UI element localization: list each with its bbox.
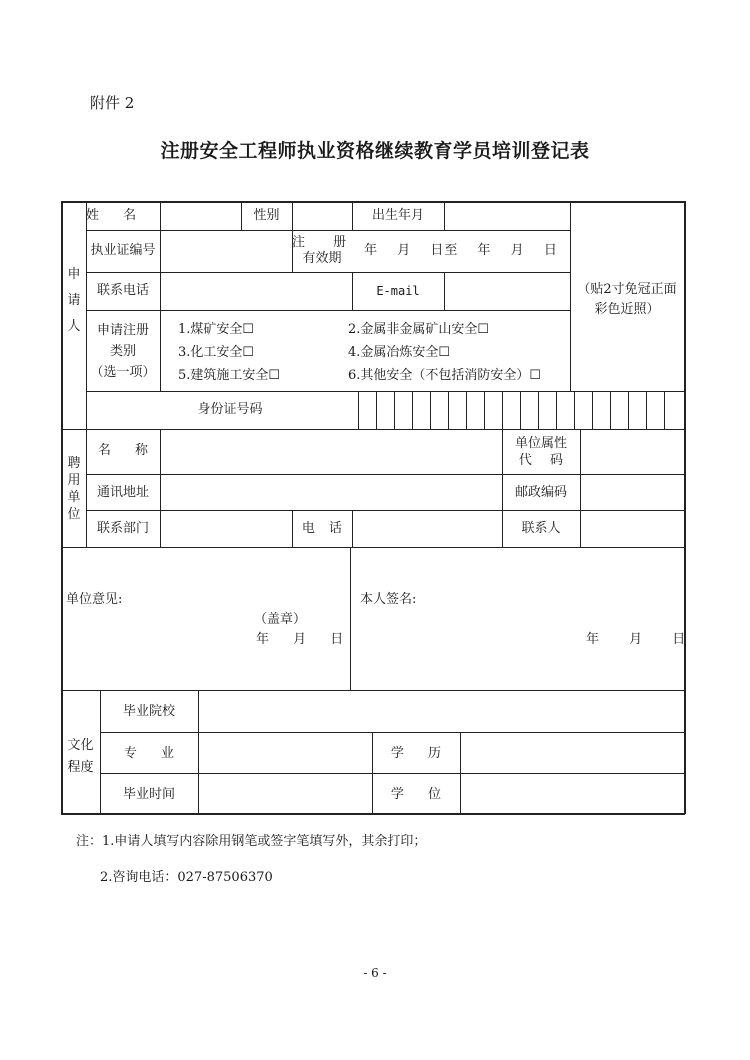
- reg-valid-label: 注 册 有效期: [292, 235, 359, 266]
- dept-label: 联系部门: [96, 521, 149, 536]
- cert-no-label: 执业证编号: [90, 243, 156, 258]
- major-label: 专 业: [123, 746, 175, 761]
- address-label: 通讯地址: [96, 485, 149, 500]
- unit-date: 年 月 日: [256, 632, 344, 647]
- unit-attr-label: 单位属性 代 码: [514, 436, 567, 468]
- phone-label: 联系电话: [96, 283, 149, 298]
- category-option[interactable]: 6.其他安全（不包括消防安全）☐: [348, 368, 542, 383]
- attachment-label: 附件 2: [90, 94, 135, 112]
- self-date: 年 月 日: [586, 632, 686, 647]
- note-1: 注：1.申请人填写内容除用钢笔或签字笔填写外，其余打印；: [76, 834, 427, 849]
- note-2: 2.咨询电话：027-87506370: [100, 870, 273, 885]
- page-title: 注册安全工程师执业资格继续教育学员培训登记表: [160, 140, 590, 162]
- applicant-section-label: 申 请 人: [67, 267, 81, 334]
- tel-label: 电 话: [301, 521, 343, 536]
- school-label: 毕业院校: [122, 704, 175, 719]
- employer-section-label: 聘 用 单 位: [67, 456, 81, 522]
- contact-label: 联系人: [521, 521, 561, 536]
- photo-placeholder: （贴2寸免冠正面 彩色近照）: [577, 282, 677, 317]
- id-number-field[interactable]: [358, 395, 684, 427]
- degree-label: 学 历: [390, 746, 442, 761]
- stamp-label: （盖章）: [254, 612, 307, 627]
- unit-opinion-label: 单位意见:: [66, 592, 123, 607]
- employer-name-label: 名 称: [97, 443, 149, 458]
- category-option[interactable]: 4.金属冶炼安全☐: [348, 345, 451, 360]
- postcode-label: 邮政编码: [514, 485, 567, 500]
- grad-time-label: 毕业时间: [122, 787, 175, 802]
- category-option[interactable]: 3.化工安全☐: [178, 345, 255, 360]
- category-option[interactable]: 5.建筑施工安全☐: [178, 368, 281, 383]
- academic-degree-label: 学 位: [390, 787, 442, 802]
- category-label: 申请注册 类别 （选一项）: [90, 323, 156, 380]
- email-label: E-mail: [376, 284, 420, 298]
- id-number-label: 身份证号码: [197, 402, 263, 417]
- name-label: 姓 名: [86, 208, 147, 223]
- self-sign-label: 本人签名:: [360, 592, 417, 607]
- gender-label: 性别: [253, 208, 280, 223]
- category-option[interactable]: 1.煤矿安全☐: [178, 322, 255, 337]
- page-number: - 6 -: [363, 966, 387, 980]
- category-option[interactable]: 2.金属非金属矿山安全☐: [348, 322, 490, 337]
- education-section-label: 文化 程度: [67, 738, 94, 775]
- birth-label: 出生年月: [371, 208, 424, 223]
- reg-valid-date-range[interactable]: 年 月 日至 年 月 日: [364, 243, 558, 258]
